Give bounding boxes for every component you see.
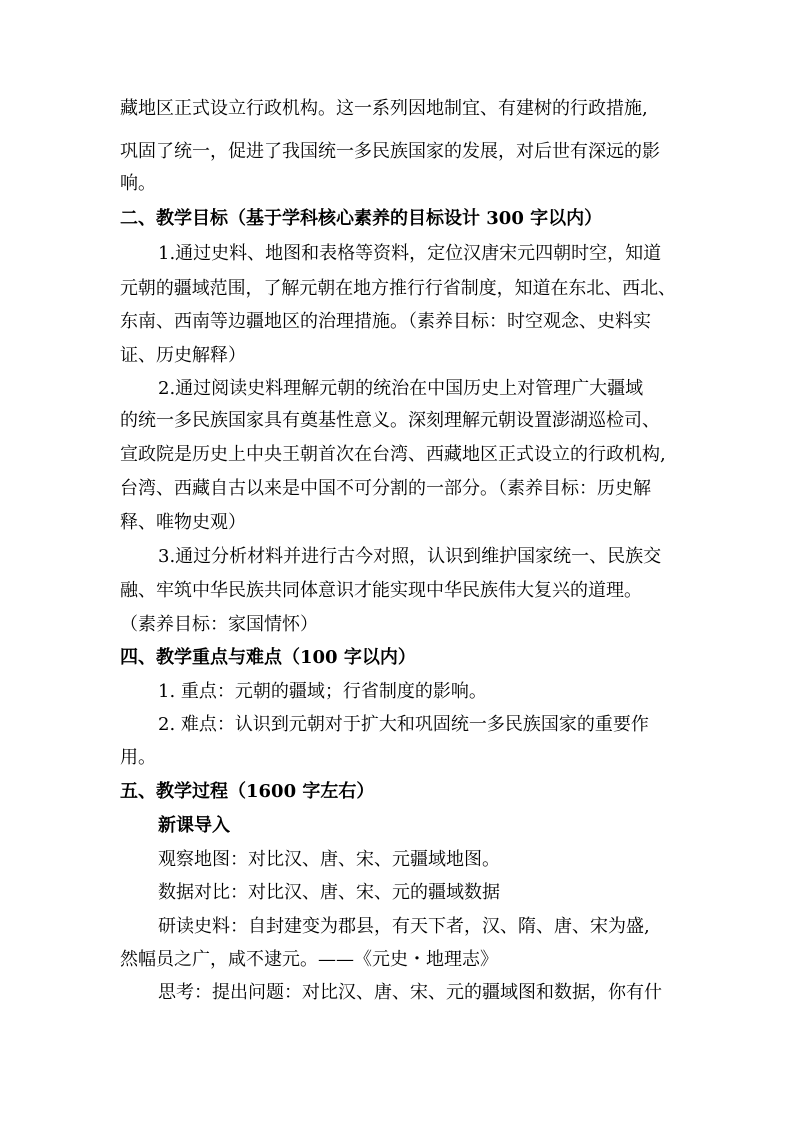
body-text-line: 释、唯物史观） [120,512,246,533]
body-text-line: 融、牢筑中华民族共同体意识才能实现中华民族伟大复兴的道理。 [120,580,642,601]
body-text-line: 台湾、西藏自古以来是中国不可分割的一部分。（素养目标：历史解 [120,478,651,499]
body-text-line: 1. 重点：元朝的疆域；行省制度的影响。 [158,681,487,702]
body-text-line: 数据对比：对比汉、唐、宋、元的疆域数据 [158,882,500,903]
body-text-line: 响。 [120,173,156,194]
body-text-line: 2. 难点：认识到元朝对于扩大和巩固统一多民族国家的重要作 [158,714,649,735]
body-text-line: 3.通过分析材料并进行古今对照，认识到维护国家统一、民族交 [158,546,662,567]
body-text-line: 用。 [120,747,156,768]
section-heading-teaching-process: 五、教学过程（1600 字左右） [120,781,375,802]
body-text-line: 证、历史解释） [120,345,246,366]
body-text-line: 藏地区正式设立行政机构。这一系列因地制宜、有建树的行政措施, [120,98,648,119]
body-text-line: 思考：提出问题：对比汉、唐、宋、元的疆域图和数据，你有什 [158,982,662,1003]
body-text-line: 2.通过阅读史料理解元朝的统治在中国历史上对管理广大疆域 [158,378,644,399]
body-text-line: 巩固了统一，促进了我国统一多民族国家的发展，对后世有深远的影 [120,141,660,162]
body-text-line: 观察地图：对比汉、唐、宋、元疆域地图。 [158,849,500,870]
body-text-line: 的统一多民族国家具有奠基性意义。深刻理解元朝设置澎湖巡检司、 [120,410,660,431]
body-text-line: （素养目标：家国情怀） [120,614,318,635]
body-text-line: 东南、西南等边疆地区的治理措施。（素养目标：时空观念、史料实 [120,311,651,332]
section-heading-teaching-goals: 二、教学目标（基于学科核心素养的目标设计 300 字以内） [120,208,603,229]
body-text-line: 宣政院是历史上中央王朝首次在台湾、西藏地区正式设立的行政机构, [120,444,666,465]
body-text-line: 元朝的疆域范围，了解元朝在地方推行行省制度，知道在东北、西北、 [120,278,676,299]
body-text-line: 研读史料：自封建变为郡县，有天下者，汉、隋、唐、宋为盛, [158,916,650,937]
body-text-line: 1.通过史料、地图和表格等资料，定位汉唐宋元四朝时空，知道 [158,243,662,264]
subheading-lesson-intro: 新课导入 [158,815,230,836]
section-heading-key-points: 四、教学重点与难点（100 字以内） [120,647,416,668]
body-text-line: 然幅员之广，咸不逮元。——《元史・地理志》 [120,949,498,970]
